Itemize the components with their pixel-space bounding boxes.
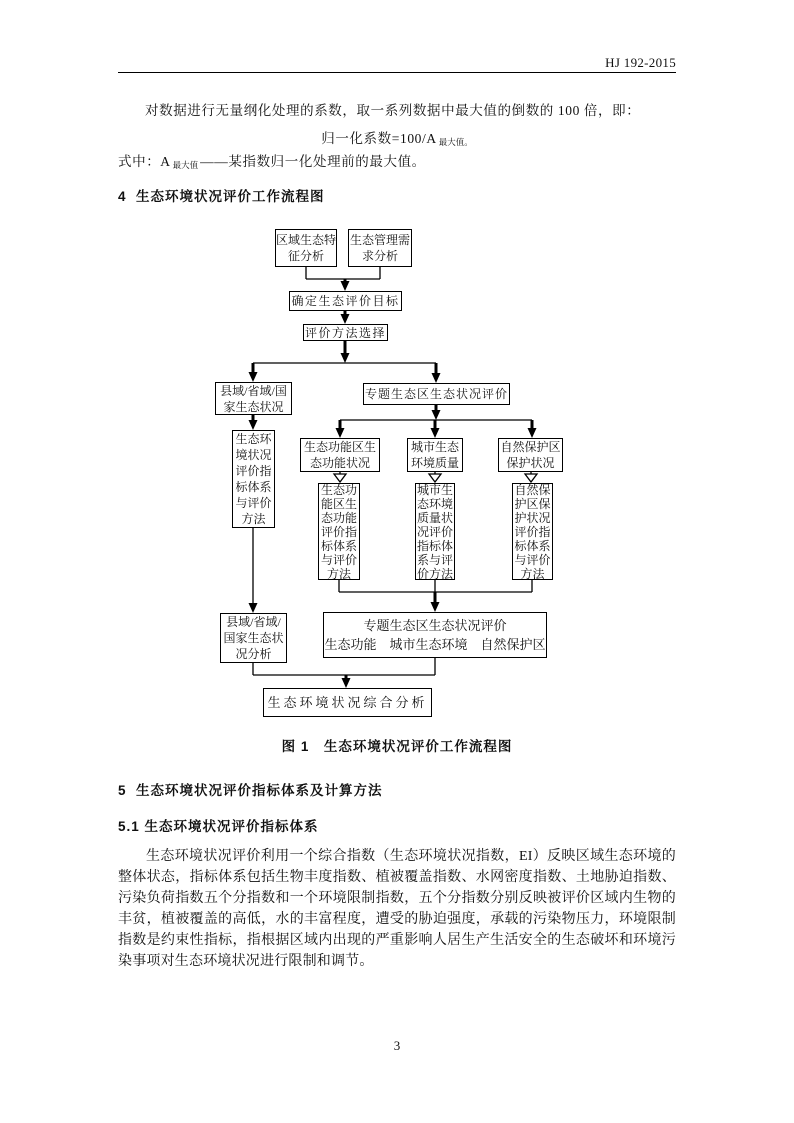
flow-node-county-analysis: 县域/省域/国家生态状况分析 <box>220 613 287 663</box>
flow-node-urban-index-system: 城市生态环境质量状况评价指标体系与评价方法 <box>416 482 453 581</box>
flow-node-management-demand: 生态管理需求分析 <box>348 229 412 267</box>
where-rest: ——某指数归一化处理前的最大值。 <box>200 154 426 169</box>
flow-node-function-zone: 生态功能区生态功能状况 <box>300 438 380 472</box>
flow-node-thematic-result-line2: 生态功能 城市生态环境 自然保护区 <box>324 637 546 652</box>
flow-node-comprehensive-analysis: 生态环境状况综合分析 <box>263 688 432 717</box>
figure-caption: 图 1 生态环境状况评价工作流程图 <box>281 739 513 754</box>
flow-node-regional-feature: 区域生态特征分析 <box>275 229 337 267</box>
where-subscript: 最大值 <box>172 160 199 170</box>
section-4-heading: 4 生态环境状况评价工作流程图 <box>118 189 325 204</box>
flow-node-county-index-system: 生态环境状况评价指标体系与评价方法 <box>232 430 275 528</box>
flowchart-figure <box>118 222 678 727</box>
flow-node-urban-quality: 城市生态环境质量 <box>407 438 463 472</box>
page-number: 3 <box>393 1038 401 1053</box>
flow-node-define-goal: 确定生态评价目标 <box>289 291 402 311</box>
intro-line: 对数据进行无量纲化处理的系数，取一系列数据中最大值的倒数的 100 倍，即： <box>145 103 641 118</box>
section-5-1-heading: 5.1 生态环境状况评价指标体系 <box>118 819 319 834</box>
flow-node-method-select: 评价方法选择 <box>304 325 386 340</box>
flow-node-reserve-index-system: 自然保护区保护状况评价指标体系与评价方法 <box>512 483 553 580</box>
where-prefix: 式中：A <box>118 154 171 169</box>
doc-number: HJ 192-2015 <box>605 55 676 70</box>
flow-node-nature-reserve: 自然保护区保护状况 <box>498 438 563 472</box>
section-5-1-paragraph: 生态环境状况评价利用一个综合指数（生态环境状况指数，EI）反映区域生态环境的整体状态，指标体系包括生物丰度指数、植被覆盖指数、水网密度指数、土地胁迫指数、污染负荷指数五个分指数和一个环境限制指数，五个分指数分别反映被评价区域内生物的丰贫，植被覆盖的高低，水的丰富程度，遭受的胁迫强度，承载的污染物压力，环境限制指数是约束性指标，指根据区域内出现的严重影响人居生产生活安全的生态破坏和环境污染事项对生态环境状况进行限制和调节。 <box>118 849 676 969</box>
flow-node-function-index-system: 生态功能区生态功能评价指标体系与评价方法 <box>318 483 360 580</box>
flow-node-county-status: 县域/省域/国家生态状况 <box>215 382 292 415</box>
formula-subscript: 最大值。 <box>438 137 473 147</box>
flow-node-thematic-result-line1: 专题生态区生态状况评价 <box>363 618 507 633</box>
flow-node-thematic-eval: 专题生态区生态状况评价 <box>363 383 510 405</box>
formula-main: 归一化系数=100/A <box>321 131 437 146</box>
flow-node-thematic-result <box>323 612 547 658</box>
section-5-heading: 5 生态环境状况评价指标体系及计算方法 <box>118 783 383 798</box>
header-rule <box>118 72 676 73</box>
formula-line <box>118 127 676 148</box>
where-line <box>118 150 676 171</box>
